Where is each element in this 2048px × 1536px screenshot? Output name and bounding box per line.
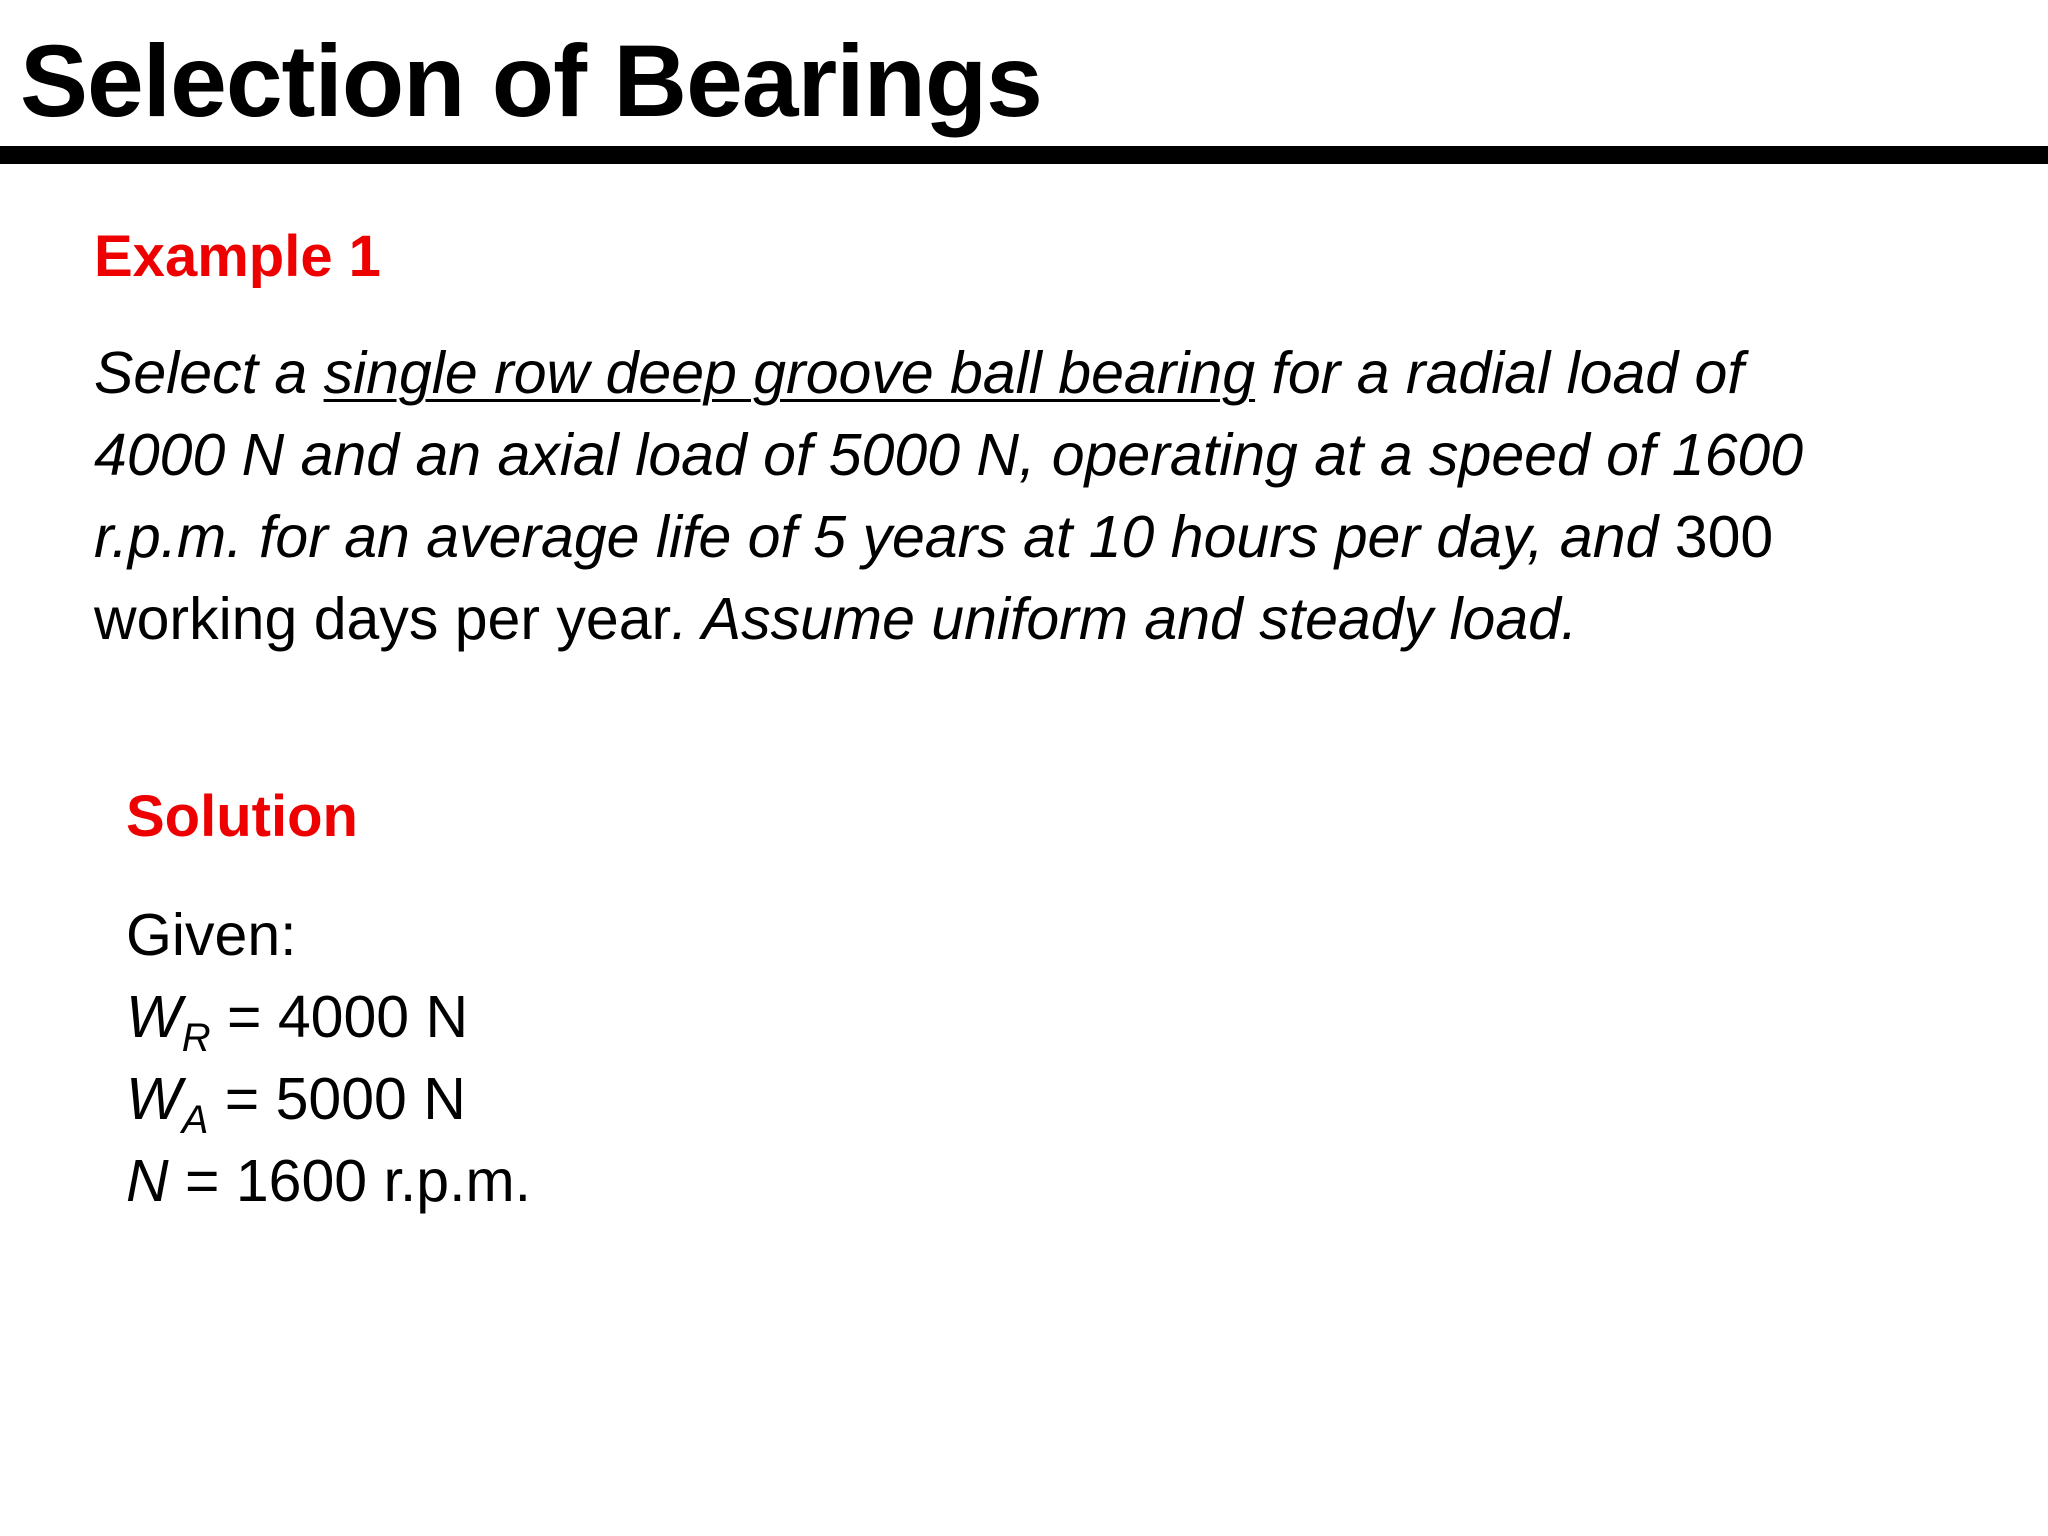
problem-line-4 [94,578,1994,660]
title-divider [0,146,2048,164]
solution-heading: Solution [126,784,358,849]
given-value: = 1600 r.p.m. [168,1148,532,1214]
problem-text-segment: r.p.m. for an average life of 5 years at 10 hours per day, and [94,504,1675,570]
problem-text-segment: 300 [1674,504,1774,570]
problem-line-3 [94,496,1994,578]
problem-line-2: 4000 N and an axial load of 5000 N, operating at a speed of 1600 [94,422,1804,488]
given-symbol: W [126,984,182,1050]
given-subscript: A [181,1098,209,1142]
given-value: = 4000 N [210,984,469,1050]
given-values [126,894,531,1222]
given-symbol: N [126,1148,169,1214]
problem-text-segment: working days per year [94,586,672,652]
problem-text-segment: Select a [94,340,324,406]
given-subscript: R [181,1016,211,1060]
example-heading: Example 1 [94,224,381,289]
given-symbol: W [126,1066,182,1132]
given-label: Given: [126,902,297,968]
given-item-radial-load [126,976,531,1058]
given-item-speed [126,1140,531,1222]
problem-line-1 [94,332,1994,414]
problem-statement [94,332,1994,660]
given-value: = 5000 N [208,1066,466,1132]
problem-text-segment: . Assume uniform and steady load. [671,586,1578,652]
page-title: Selection of Bearings [20,24,1042,138]
bearing-type-emphasis: single row deep groove ball bearing [323,340,1256,406]
problem-text-segment: for a radial load of [1255,340,1744,406]
given-item-axial-load [126,1058,531,1140]
